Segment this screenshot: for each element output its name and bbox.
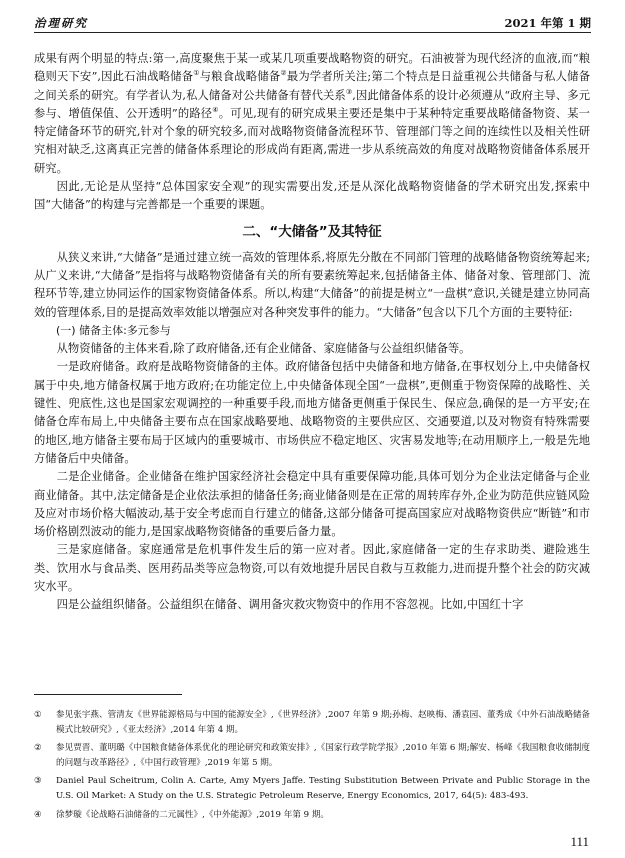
running-header <box>34 14 591 33</box>
footnote-item <box>34 808 590 823</box>
subsection-heading: (一) 储备主体:多元参与 <box>56 323 171 337</box>
section-heading: 二、“大储备”及其特征 <box>242 223 382 240</box>
footnote-item <box>34 774 590 803</box>
footnote-item <box>34 741 590 770</box>
page-number: 111 <box>570 834 589 849</box>
paragraph: 二是企业储备。企业储备在维护国家经济社会稳定中具有重要保障功能,具体可划分为企业法定储备与企业商业储备。其中,法定储备是企业依法承担的储备任务;商业储备则是在正常的周转库存外,企业为防范供应链风险及应对市场价格大幅波动,基于安全考虑而自行建立的储备,这部分储备可提高国家应对战略物资供应“断链”和市场价格剧烈波动的能力,是国家战略物资储备的重要后备力量。 <box>34 470 590 539</box>
footnote-mark: ② <box>34 743 42 754</box>
footnote-ref-3[interactable]: ③ <box>345 87 353 96</box>
issue-label: 2021 年第 1 期 <box>504 16 591 30</box>
paragraph: 三是家庭储备。家庭通常是危机事件发生后的第一应对者。因此,家庭储备一定的生存求助类、避险逃生类、饮用水与食品类、医用药品类等应急物资,可以有效地提升居民自救与互救能力,进而提升整个社会的防灾减灾水平。 <box>34 543 590 594</box>
footnotes <box>34 708 590 826</box>
paragraph: 因此,无论是从坚持“总体国家安全观”的现实需要出发,还是从深化战略物资储备的学术研究出发,探索中国“大储备”的构建与完善都是一个重要的课题。 <box>34 180 590 212</box>
paragraph: 从物资储备的主体来看,除了政府储备,还有企业储备、家庭储备与公益组织储备等。 <box>56 342 471 356</box>
footnote-text: Daniel Paul Scheitrum, Colin A. Carte, Amy Myers Jaffe. Testing Substitution Between Private and Public Storage in the U.S. Oil Market: A Study on the U.S. Strategic Petroleum Reserve, Energy Economics, 2017, 64(5): 483-493. <box>56 776 590 801</box>
journal-title: 治理研究 <box>34 16 88 30</box>
footnote-item <box>34 708 590 737</box>
footnote-mark: ③ <box>34 776 42 787</box>
footnote-ref-1[interactable]: ① <box>193 69 200 78</box>
footnote-mark: ① <box>34 710 42 720</box>
footnote-mark: ④ <box>34 809 42 820</box>
paragraph: 四是公益组织储备。公益组织在储备、调用备灾救灾物资中的作用不容忽视。比如,中国红十字 <box>56 598 524 612</box>
article-body <box>34 50 590 615</box>
footnote-text: 徐梦璇《论战略石油储备的二元属性》,《中外能源》,2019 年第 9 期。 <box>56 809 330 820</box>
paragraph-continued: 成果有两个明显的特点:第一,高度聚焦于某一或某几项重要战略物资的研究。石油被誉为现代经济的血液,而“粮稳则天下安”,因此石油战略储备①与粮食战略储备②最为学者所关注;第二个特点是日益重视公共储备与私人储备之间关系的研究。有学者认为,私人储备对公共储备有替代关系③,因此储备体系的设计必须遵从“政府主导、多元参与、增值保值、公开透明”的路径④。可见,现有的研究成果主要还是集中于某种特定重要战略储备物资、某一特定储备环节的研究,针对个象的研究较多,而对战略物资储备流程环节、管理部门等之间的连续性以及相关性研究相对缺乏,这离真正完善的储备体系理论的形成尚有距离,需进一步从系统高效的角度对战略物资储备体系展开研究。 <box>34 52 590 175</box>
paragraph: 一是政府储备。政府是战略物资储备的主体。政府储备包括中央储备和地方储备,在事权划分上,中央储备权属于中央,地方储备权属于地方政府;在功能定位上,中央储备体现全国“一盘棋”,更侧重于物资保障的战略性、关键性、兜底性,这也是国家宏观调控的一种重要手段,而地方储备更侧重于保民生、保应急,确保的是一方平安;在储备仓库布局上,中央储备主要布点在国家战略要地、战略物资的主要供应区、交通要道,以及对物资有特殊需要的地区,地方储备主要布局于区域内的重要城市、市场供应不稳定地区、灾害易发地等;在动用顺序上,一般是先地方储备后中央储备。 <box>34 360 590 465</box>
footnote-ref-2[interactable]: ② <box>280 69 287 78</box>
paragraph: 从狭义来讲,“大储备”是通过建立统一高效的管理体系,将原先分散在不同部门管理的战略储备物资统筹起来;从广义来讲,“大储备”是指将与战略物资储备有关的所有要素统筹起来,包括储备主体、储备对象、管理部门、流程环节等,建立协同运作的国家物资储备体系。所以,构建“大储备”的前提是树立“一盘棋”意识,关键是建立协同高效的管理体系,目的是提高效率效能以增强应对各种突发事件的能力。“大储备”包含以下几个方面的主要特征: <box>34 250 590 319</box>
footnote-text: 参见贾晋、董明璐《中国粮食储备体系优化的理论研究和政策安排》,《国家行政学院学报》,2010 年第 6 期;解安、杨峰《我国粮食收储制度的问题与改革路径》,《中国行政管理》,2019 年第 5 期。 <box>56 743 590 768</box>
footnote-ref-4[interactable]: ④ <box>212 106 219 115</box>
footnote-text: 参见张宇燕、管清友《世界能源格局与中国的能源安全》,《世界经济》,2007 年第 9 期;孙梅、赵映梅、潘袁园、董秀成《中外石油战略储备模式比较研究》,《亚太经济》,2014 年第 4 期。 <box>56 710 590 735</box>
footnote-divider <box>34 694 182 695</box>
